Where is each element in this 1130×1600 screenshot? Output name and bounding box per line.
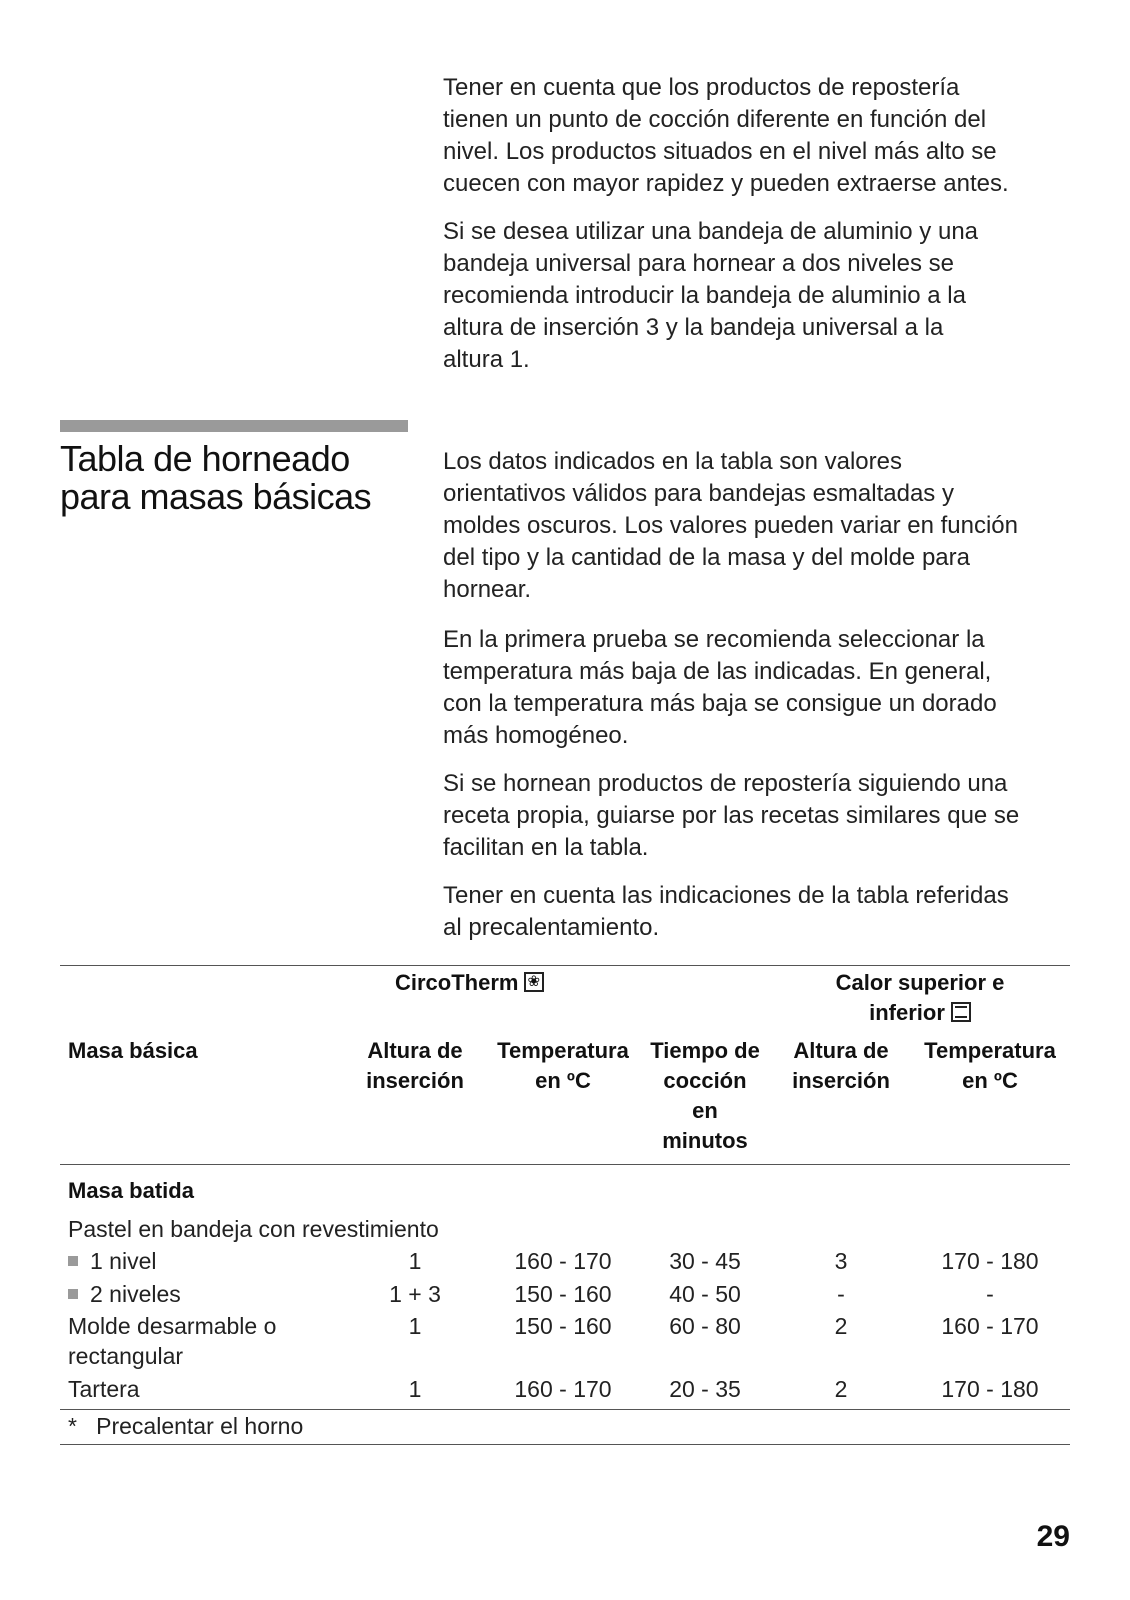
row-label: 1 nivel	[90, 1248, 157, 1274]
cell-altura-2: 3	[834, 1248, 848, 1274]
page-number: 29	[1036, 1520, 1070, 1553]
cell-tiempo: 30 - 45	[669, 1248, 741, 1274]
top-bottom-heat-label-line2: inferior	[869, 1000, 945, 1025]
cell-altura-1: 1	[408, 1248, 422, 1274]
subsection-pastel-bandeja: Pastel en bandeja con revestimiento	[68, 1216, 439, 1242]
table-bottom-rule	[60, 1409, 1070, 1410]
cell-temperatura-2: 170 - 180	[941, 1248, 1039, 1274]
row-name: Molde desarmable o rectangular	[68, 1313, 277, 1369]
circotherm-label: CircoTherm	[395, 970, 519, 995]
table-footnote: * Precalentar el horno	[68, 1413, 304, 1439]
paragraph-preheating: Tener en cuenta las indicaciones de la tabla referidas al precalentamiento.	[443, 882, 1009, 941]
paragraph-aluminium-tray: Si se desea utilizar una bandeja de aluminio y una bandeja universal para hornear a dos niveles se recomienda introducir la bandeja de aluminio a la altura de inserción 3 y la bandeja universal a la altura 1.	[443, 218, 979, 373]
cell-altura-1: 1	[408, 1313, 422, 1339]
cell-temperatura-1: 150 - 160	[514, 1281, 612, 1307]
section-masa-batida: Masa batida	[68, 1178, 194, 1203]
row-name	[68, 1246, 328, 1276]
cell-altura-1: 1	[408, 1376, 422, 1402]
section-divider	[60, 420, 408, 432]
header-temperatura-2: Temperatura en ºC	[924, 1038, 1056, 1093]
header-group-top-bottom-heat	[820, 968, 1020, 1028]
header-masa-basica: Masa básica	[68, 1038, 198, 1063]
row-name	[68, 1279, 328, 1309]
paragraph-orientative-values: Los datos indicados en la tabla son valores orientativos válidos para bandejas esmaltadas y moldes oscuros. Los valores pueden variar en función del tipo y la cantidad de la masa y del molde para hornear.	[443, 448, 1018, 603]
circotherm-fan-icon: ❀	[524, 972, 544, 992]
cell-altura-2: 2	[834, 1313, 848, 1339]
cell-temperatura-2: -	[986, 1281, 994, 1307]
section-title: Tabla de horneado para masas básicas	[60, 438, 372, 517]
header-tiempo: Tiempo de cocción en minutos	[650, 1038, 760, 1153]
cell-tiempo: 20 - 35	[669, 1376, 741, 1402]
cell-altura-2: -	[837, 1281, 845, 1307]
cell-temperatura-2: 170 - 180	[941, 1376, 1039, 1402]
header-temperatura-1: Temperatura en ºC	[497, 1038, 629, 1093]
table-header-rule	[60, 1164, 1070, 1165]
paragraph-own-recipe: Si se hornean productos de repostería siguiendo una receta propia, guiarse por las recetas similares que se facilitan en la tabla.	[443, 770, 1020, 861]
table-top-rule	[60, 965, 1070, 966]
top-bottom-heat-label-line1: Calor superior e	[835, 970, 1005, 995]
paragraph-levels: Tener en cuenta que los productos de repostería tienen un punto de cocción diferente en función del nivel. Los productos situados en el nivel más alto se cuecen con mayor rapidez y pueden extraerse antes.	[443, 74, 1009, 197]
header-altura-2: Altura de inserción	[792, 1038, 890, 1093]
cell-altura-2: 2	[834, 1376, 848, 1402]
top-bottom-heat-icon	[951, 1002, 971, 1022]
cell-tiempo: 40 - 50	[669, 1281, 741, 1307]
row-name: Tartera	[68, 1376, 140, 1402]
bullet-icon	[68, 1289, 78, 1299]
cell-tiempo: 60 - 80	[669, 1313, 741, 1339]
header-altura-1: Altura de inserción	[366, 1038, 464, 1093]
cell-temperatura-1: 160 - 170	[514, 1376, 612, 1402]
footnote-rule	[60, 1444, 1070, 1445]
cell-altura-1: 1 + 3	[389, 1281, 441, 1307]
row-label: 2 niveles	[90, 1281, 181, 1307]
header-group-circotherm	[395, 968, 595, 998]
bullet-icon	[68, 1256, 78, 1266]
cell-temperatura-1: 150 - 160	[514, 1313, 612, 1339]
cell-temperatura-1: 160 - 170	[514, 1248, 612, 1274]
paragraph-first-test: En la primera prueba se recomienda seleccionar la temperatura más baja de las indicadas. En general, con la temperatura más baja se consigue un dorado más homogéneo.	[443, 626, 997, 749]
cell-temperatura-2: 160 - 170	[941, 1313, 1039, 1339]
